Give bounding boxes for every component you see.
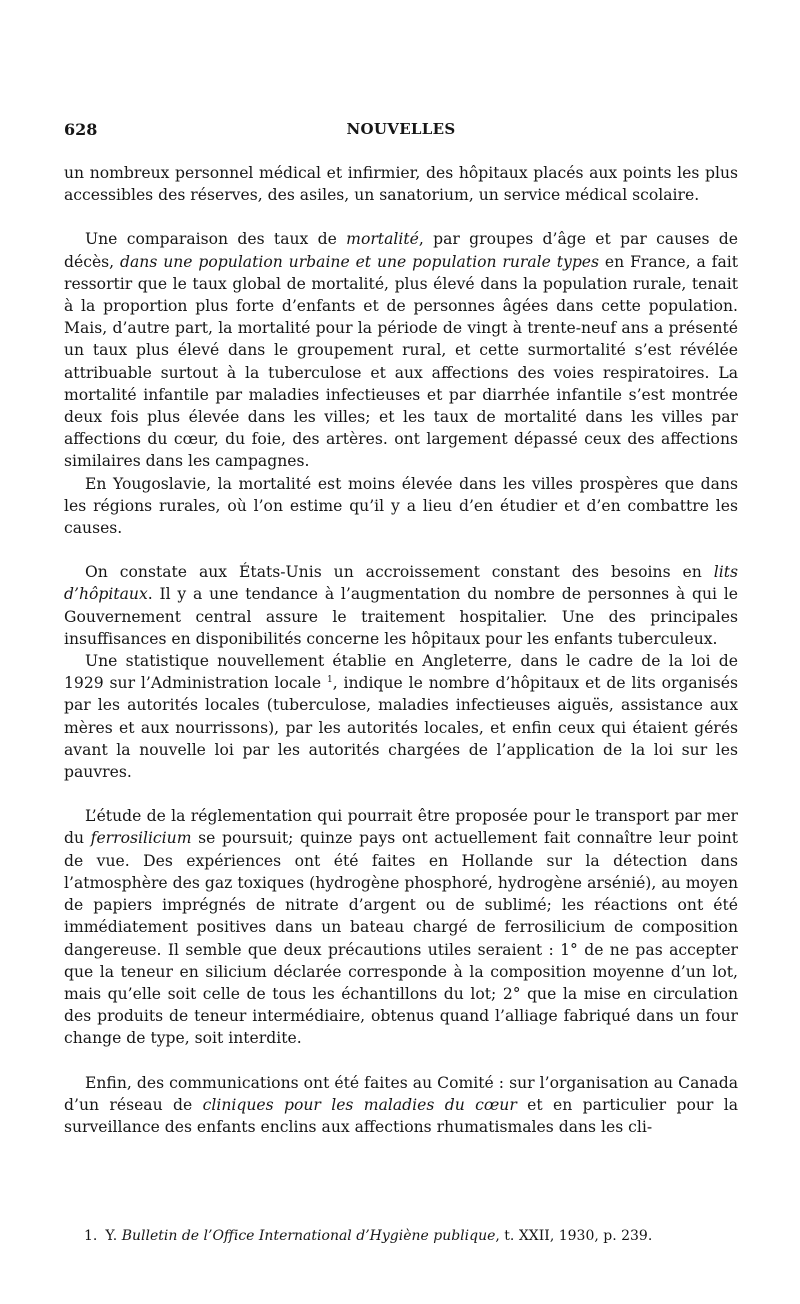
page-header [64,120,738,144]
paragraph-1-text: un nombreux personnel médical et infirmier, des hôpitaux placés aux points les plus accessibles des réserves, des asiles, un sanatorium, un service médical scolaire. [64,164,738,205]
paragraph-2-text-a: Une comparaison des taux de [85,230,347,249]
footnote-text-c: , t. XXII, 1930, p. 239. [495,1228,653,1244]
paragraph-7-text-a: Enfin, des communications ont été faites au Comité : sur l’organisation au Canada d’un réseau de [64,1073,738,1114]
paragraph-2-text-c: , par groupes d’âge et par causes de décès, [64,230,738,271]
paragraph-4-text-a: On constate aux États-Unis un accroissement constant des besoins en [85,563,714,582]
paragraph-6-text-a: L’étude de la réglementation qui pourrait être proposée pour le transport par mer du [64,807,738,848]
footnote [84,1226,744,1246]
footnote-reference: 1 [326,675,333,686]
paragraph-2-text-e: en France, a fait ressortir que le taux global de mortalité, plus élevé dans la population rurale, tenait à la proportion plus forte d’enfants et de personnes âgées dans cette population. Mais, d’autre part, la mortalité pour la période de vingt à trente-neuf ans a présenté un taux plus élevé dans le groupement rural, et cette surmortalité s’est révélée attribuable surtout à la tuberculose et aux affections des voies respiratoires. La mortalité infantile par maladies infectieuses et par diarrhée infantile s’est montrée deux fois plus élevée dans les villes; et les taux de mortalité dans les villes par affections du cœur, du foie, des artères. ont largement dépassé ceux des affections similaires dans les campagnes. [64,252,738,471]
paragraph-2-italic-population: dans une population urbaine et une population rurale types [120,252,600,271]
paragraph-3-text: En Yougoslavie, la mortalité est moins élevée dans les villes prospères que dans les régions rurales, où l’on estime qu’il y a lieu d’en étudier et d’en combattre les causes. [64,474,738,538]
paragraph-2 [64,228,738,472]
paragraph-4-text-c: . Il y a une tendance à l’augmentation du nombre de personnes à qui le Gouvernement central assure le traitement hospitalier. Une des principales insuffisances en disponibilités concerne les hôpitaux pour les enfants tuberculeux. [64,585,738,648]
paragraph-6-text-c: se poursuit; quinze pays ont actuellement fait connaître leur point de vue. Des expériences ont été faites en Hollande sur la détection dans l’atmosphère des gaz toxiques (hydrogène phosphoré, hydrogène arsénié), au moyen de papiers imprégnés de nitrate d’argent ou de sublimé; les réactions ont été immédiatement positives dans un bateau chargé de ferrosilicium de composition dangereuse. Il semble que deux précautions utiles seraient : 1° de ne pas accepter que la teneur en silicium déclarée corresponde à la composition moyenne d’un lot, mais qu’elle soit celle de tous les échantillons du lot; 2° que la mise en circulation des produits de teneur intermédiaire, obtenus quand l’alliage fabriqué dans un four change de type, soit interdite. [64,829,739,1048]
paragraph-4-italic-lits: lits d’hôpitaux [64,563,738,604]
running-head: NOUVELLES [346,120,456,138]
paragraph-4 [64,561,738,650]
paragraph-2-italic-mortalite: mortalité [346,230,419,249]
footnote-italic-bulletin: Bulletin de l’Office International d’Hygiène publique [121,1228,496,1244]
paragraph-6 [64,805,738,1049]
body-text [64,162,738,1138]
paragraph-7-italic-cliniques: cliniques pour les maladies du cœur [202,1095,517,1114]
paragraph-3 [64,473,738,540]
paragraph-6-italic-ferrosilicium: ferrosilicium [90,829,192,848]
paragraph-5 [64,650,738,783]
paragraph-1 [64,162,738,206]
page-number: 628 [64,120,98,139]
footnote-number: 1. [84,1228,98,1244]
paragraph-7-text-c: et en particulier pour la surveillance des enfants enclins aux affections rhumatismales dans les cli- [64,1095,738,1136]
paragraph-5-text-a: Une statistique nouvellement établie en Angleterre, dans le cadre de la loi de 1929 sur l’Administration locale [64,652,738,693]
paragraph-7 [64,1072,738,1139]
paragraph-5-text-c: , indique le nombre d’hôpitaux et de lits organisés par les autorités locales (tuberculose, maladies infectieuses aiguës, assistance aux mères et aux nourrissons), par les autorités locales, et enfin ceux qui étaient gérés avant la nouvelle loi par les autorités chargées de l’application de la loi sur les pauvres. [64,674,738,782]
footnote-text-a: Y. [105,1228,122,1244]
